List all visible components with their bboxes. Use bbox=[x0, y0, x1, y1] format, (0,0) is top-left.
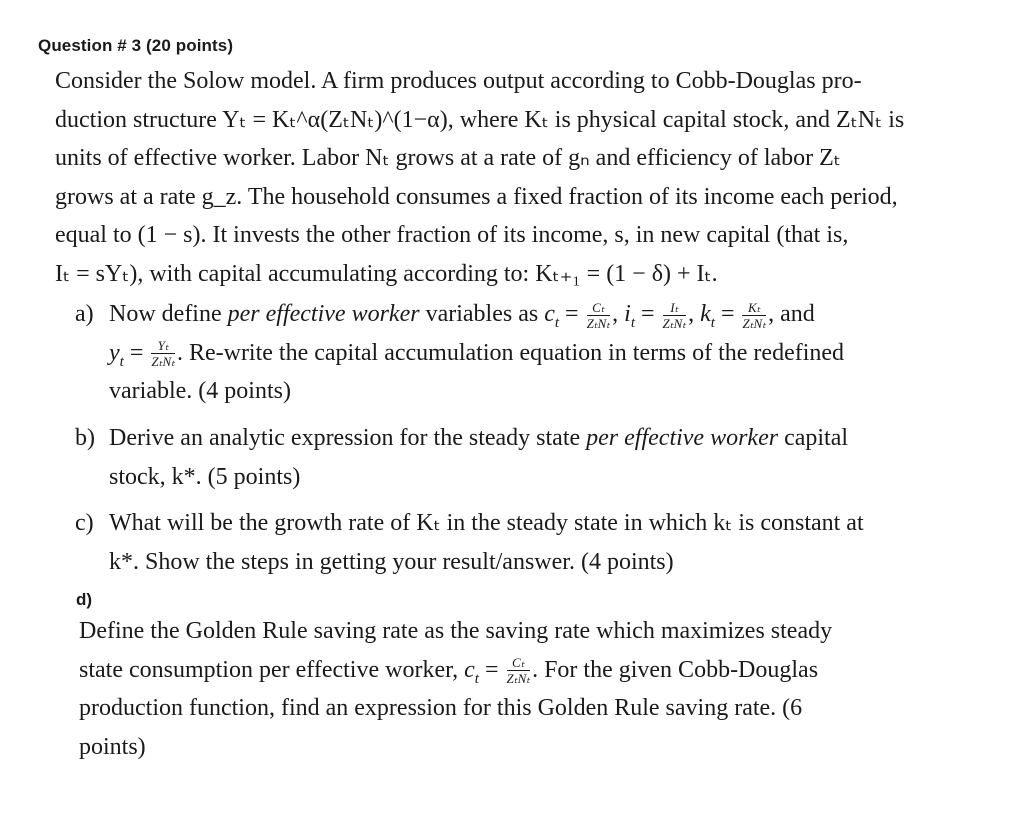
part-a-emphasis: per effective worker bbox=[227, 301, 420, 327]
part-a-text-3: Re-write the capital accumulation equation in terms of the redefined bbox=[188, 339, 845, 366]
part-d-text-4: production function, find an expression for this Golden Rule saving rate. (6 bbox=[79, 695, 803, 721]
fraction-k: $\frac{\text{Kₜ}}{\text{ZₜNₜ}}$ bbox=[742, 299, 767, 331]
part-b bbox=[75, 419, 985, 496]
part-b-body bbox=[109, 419, 985, 496]
part-a-and: and bbox=[780, 301, 815, 327]
part-a-text-2: variables as bbox=[425, 301, 539, 327]
part-a-body: Now define per effective worker variables as $c_t$ = $\frac{\text{Cₜ}}{\text{ZₜNₜ}}$ , $i_t$ = $\frac{\text{Iₜ}}{\text{ZₜNₜ}}$ , $k_t$ = $\frac{\text{Kₜ}}{\text{ZₜNₜ}}$ , and $y_t$ = $\frac{\text{Yₜ}}{\text{ZₜNₜ}}$ . Re-write the capital accumulation equation in terms of the redefined variable. (4 points) bbox=[109, 299, 845, 404]
part-c-label: c) bbox=[75, 510, 94, 536]
part-d-text-5: points) bbox=[79, 733, 146, 760]
part-c-text-2: k*. Show the steps in getting your result/answer. (4 points) bbox=[109, 548, 674, 575]
intro-line-3: units of effective worker. Labor Nₜ grows at a rate of gₙ and efficiency of labor Zₜ bbox=[55, 145, 841, 172]
part-d-text-1: Define the Golden Rule saving rate as the saving rate which maximizes steady bbox=[79, 618, 833, 644]
part-c-body bbox=[109, 504, 985, 581]
part-d-label: d) bbox=[76, 590, 93, 609]
intro-line-4: grows at a rate g_z. The household consumes a fixed fraction of its income each period, bbox=[55, 183, 898, 210]
part-d-body: Define the Golden Rule saving rate as the saving rate which maximizes steady state consumption per effective worker, $c_t$ = $\frac{\text{Cₜ}}{\text{ZₜNₜ}}$ . For the given Cobb-Douglas production function, find an expression for this Golden Rule saving rate. (6 points) bbox=[79, 618, 833, 760]
part-d-text-3: For the given Cobb-Douglas bbox=[544, 656, 819, 683]
fraction-y: $\frac{\text{Yₜ}}{\text{ZₜNₜ}}$ bbox=[151, 338, 175, 370]
part-a-label: a) bbox=[75, 301, 94, 327]
part-a-text-1: Now define bbox=[109, 301, 222, 327]
part-c bbox=[75, 504, 985, 581]
part-a bbox=[75, 295, 985, 411]
part-a-text-4: variable. (4 points) bbox=[109, 378, 291, 404]
part-b-label: b) bbox=[75, 425, 95, 451]
fraction-c: $\frac{\text{Cₜ}}{\text{ZₜNₜ}}$ bbox=[586, 299, 611, 331]
part-b-text-2: capital bbox=[784, 425, 849, 451]
fraction-i: $\frac{\text{Iₜ}}{\text{ZₜNₜ}}$ bbox=[662, 299, 687, 331]
part-b-text-1: Derive an analytic expression for the steady state bbox=[109, 425, 581, 451]
part-c-text-1: What will be the growth rate of Kₜ in the steady state in which kₜ is constant at bbox=[109, 510, 864, 536]
fraction-d-c: $\frac{\text{Cₜ}}{\text{ZₜNₜ}}$ bbox=[506, 655, 531, 687]
question-title: Question # 3 (20 points) bbox=[38, 36, 234, 55]
intro-line-2: duction structure Yₜ = Kₜ^α(ZₜNₜ)^(1−α), where Kₜ is physical capital stock, and ZₜNₜ is bbox=[55, 106, 905, 133]
intro-line-6: Iₜ = sYₜ), with capital accumulating according to: Kₜ₊₁ = (1 − δ) + Iₜ. bbox=[55, 260, 718, 287]
part-b-text-3: stock, k*. (5 points) bbox=[109, 463, 301, 490]
intro-line-1: Consider the Solow model. A firm produces output according to Cobb-Douglas pro- bbox=[55, 68, 862, 94]
question-intro bbox=[55, 62, 1000, 294]
part-b-emphasis: per effective worker bbox=[586, 425, 779, 451]
part-d-text-2: state consumption per effective worker, bbox=[79, 656, 459, 683]
intro-line-5: equal to (1 − s). It invests the other fraction of its income, s, in new capital (that is, bbox=[55, 222, 849, 249]
